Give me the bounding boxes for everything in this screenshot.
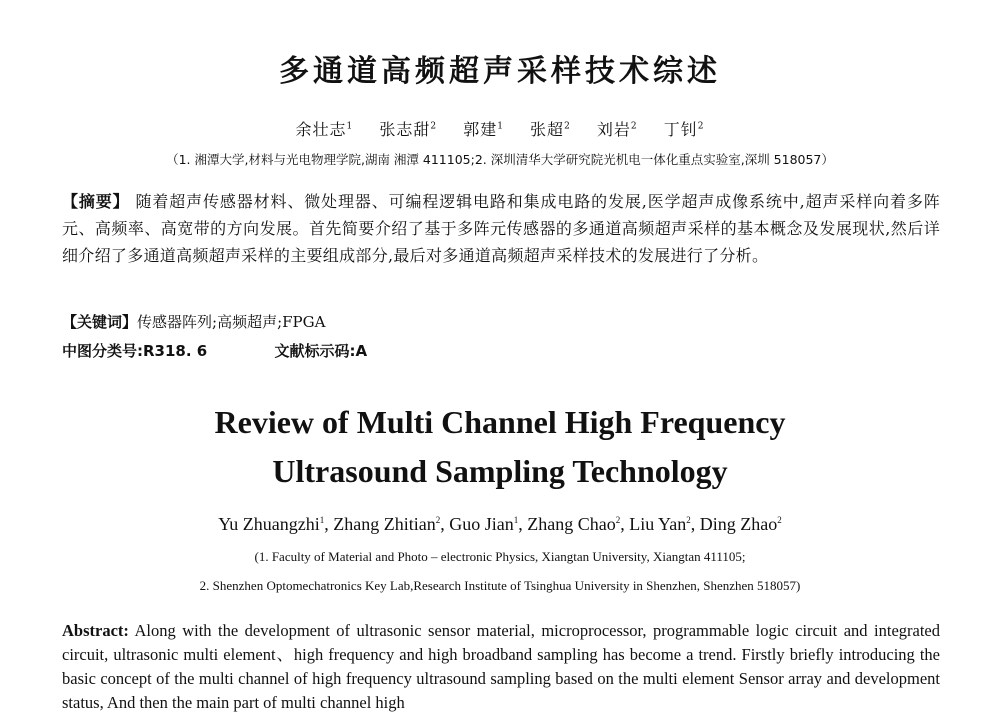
english-title-line: Review of Multi Channel High Frequency (214, 404, 786, 440)
chinese-abstract-text: 随着超声传感器材料、微处理器、可编程逻辑电路和集成电路的发展,医学超声成像系统中,超声采样向着多阵元、高频率、高宽带的方向发展。首先简要介绍了基于多阵元传感器的多通道高频超声采样的基本概念及发展现状,然后详细介绍了多通道高频超声采样的主要组成部分,最后对多通道高频超声采样技术的发展进行了分析。 (62, 192, 941, 265)
english-author: Yu Zhuangzhi$^1$ (218, 514, 325, 534)
english-author: Ding Zhao$^2$ (699, 514, 782, 534)
english-title-line: Ultrasound Sampling Technology (272, 453, 728, 489)
chinese-author: 张志甜$^2$ (379, 120, 438, 139)
english-affiliation-line: (1. Faculty of Material and Photo – electronic Physics, Xiangtan University, Xiangtan 411105; (254, 549, 746, 564)
english-author: Zhang Chao$^2$ (527, 514, 621, 534)
classification-line (62, 340, 940, 361)
chinese-author: 张超$^2$ (530, 120, 571, 139)
chinese-abstract (62, 188, 940, 269)
english-authors: Yu Zhuangzhi$^1$, Zhang Zhitian$^2$, Guo Jian$^1$, Zhang Chao$^2$, Liu Yan$^2$, Ding Zhao$^2$ (218, 514, 782, 534)
chinese-author: 丁钊$^2$ (663, 120, 705, 139)
english-author: Zhang Zhitian$^2$ (333, 514, 441, 534)
chinese-keywords-label: 【关键词】 (62, 313, 138, 331)
english-author: Liu Yan$^2$ (629, 514, 691, 534)
chinese-author: 郭建$^1$ (463, 120, 504, 139)
chinese-author: 刘岩$^2$ (596, 120, 638, 139)
document-code: 文献标示码:A (274, 342, 368, 360)
english-author: Guo Jian$^1$ (449, 514, 519, 534)
chinese-abstract-label: 【摘要】 (62, 192, 130, 211)
chinese-affiliation: （1. 湘潭大学,材料与光电物理学院,湖南 湘潭 411105;2. 深圳清华大学研究院光机电一体化重点实验室,深圳 518057） (166, 152, 834, 167)
english-title (0, 398, 1000, 496)
chinese-authors (0, 117, 1000, 140)
chinese-title: 多通道高频超声采样技术综述 (279, 54, 721, 89)
english-affiliation-line: 2. Shenzhen Optomechatronics Key Lab,Research Institute of Tsinghua University in Shenzhen, Shenzhen 518057) (199, 578, 801, 593)
english-abstract-label: Abstract: (62, 621, 129, 640)
english-abstract-text: Along with the development of ultrasonic sensor material, microprocessor, programmable logic circuit and integrated circuit, ultrasonic multi element、high frequency and high broadband sampling has become a trend. Firstly briefly introducing the basic concept of the multi channel of high frequency ultrasound sampling based on the multi element Sensor array and development status, And then the main part of multi channel high (62, 621, 940, 712)
chinese-author: 余壮志$^1$ (295, 120, 354, 139)
english-abstract (62, 619, 940, 715)
classification-number: 中图分类号:R318. 6 (62, 342, 208, 360)
chinese-keywords-text: 传感器阵列;高频超声;FPGA (137, 313, 326, 331)
chinese-keywords (62, 311, 940, 332)
